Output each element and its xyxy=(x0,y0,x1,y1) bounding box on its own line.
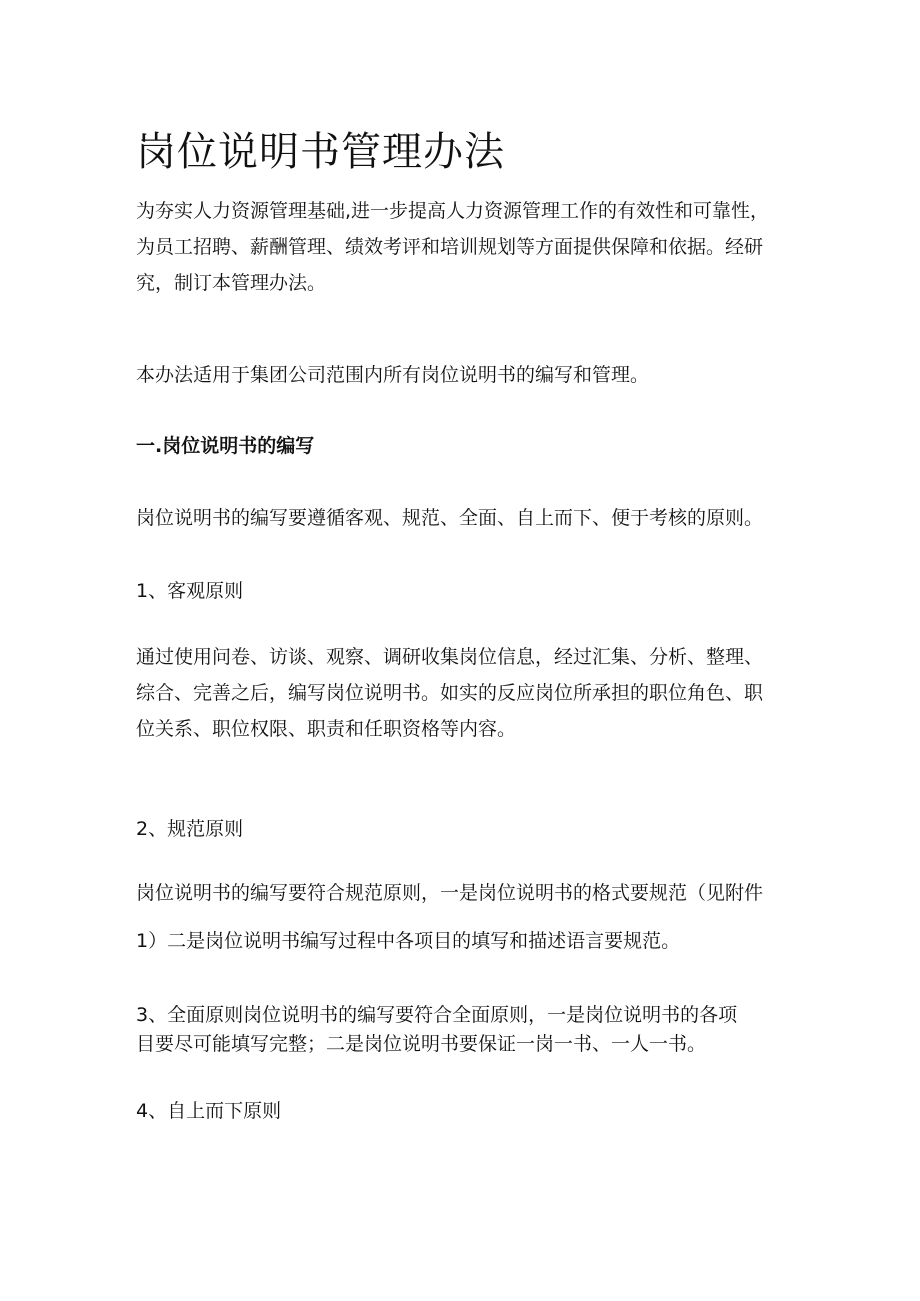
intro-line: 为夯实人力资源管理基础,进一步提高人力资源管理工作的有效性和可靠性， xyxy=(136,200,770,222)
item-heading: 2、规范原则 xyxy=(136,818,244,840)
intro-line: 为员工招聘、薪酬管理、绩效考评和培训规划等方面提供保障和依据。经研 xyxy=(136,236,764,258)
scope-paragraph: 本办法适用于集团公司范围内所有岗位说明书的编写和管理。 xyxy=(136,364,650,386)
item-line: 通过使用问卷、访谈、观察、调研收集岗位信息，经过汇集、分析、整理、 xyxy=(136,646,764,668)
intro-line: 究，制订本管理办法。 xyxy=(136,272,327,294)
item-paragraph xyxy=(136,1001,737,1059)
item-heading: 4、自上而下原则 xyxy=(136,1100,282,1122)
intro-paragraph xyxy=(136,193,769,301)
item-line: 岗位说明书的编写要符合规范原则，一是岗位说明书的格式要规范（见附件 xyxy=(136,882,764,904)
item-heading: 1、客观原则 xyxy=(136,580,244,602)
item-line: 1）二是岗位说明书编写过程中各项目的填写和描述语言要规范。 xyxy=(136,930,681,952)
section-intro-paragraph: 岗位说明书的编写要遵循客观、规范、全面、自上而下、便于考核的原则。 xyxy=(136,507,764,529)
item-line: 综合、完善之后，编写岗位说明书。如实的反应岗位所承担的职位角色、职 xyxy=(136,682,764,704)
section-heading: 一.岗位说明书的编写 xyxy=(136,435,315,457)
item-line: 位关系、职位权限、职责和任职资格等内容。 xyxy=(136,718,517,740)
item-paragraph xyxy=(136,875,763,959)
item-line: 目要尽可能填写完整；二是岗位说明书要保证一岗一书、一人一书。 xyxy=(136,1033,707,1055)
item-line: 3、全面原则岗位说明书的编写要符合全面原则，一是岗位说明书的各项 xyxy=(136,1004,738,1026)
item-paragraph xyxy=(136,639,763,747)
page-title: 岗位说明书管理办法 xyxy=(136,129,505,175)
